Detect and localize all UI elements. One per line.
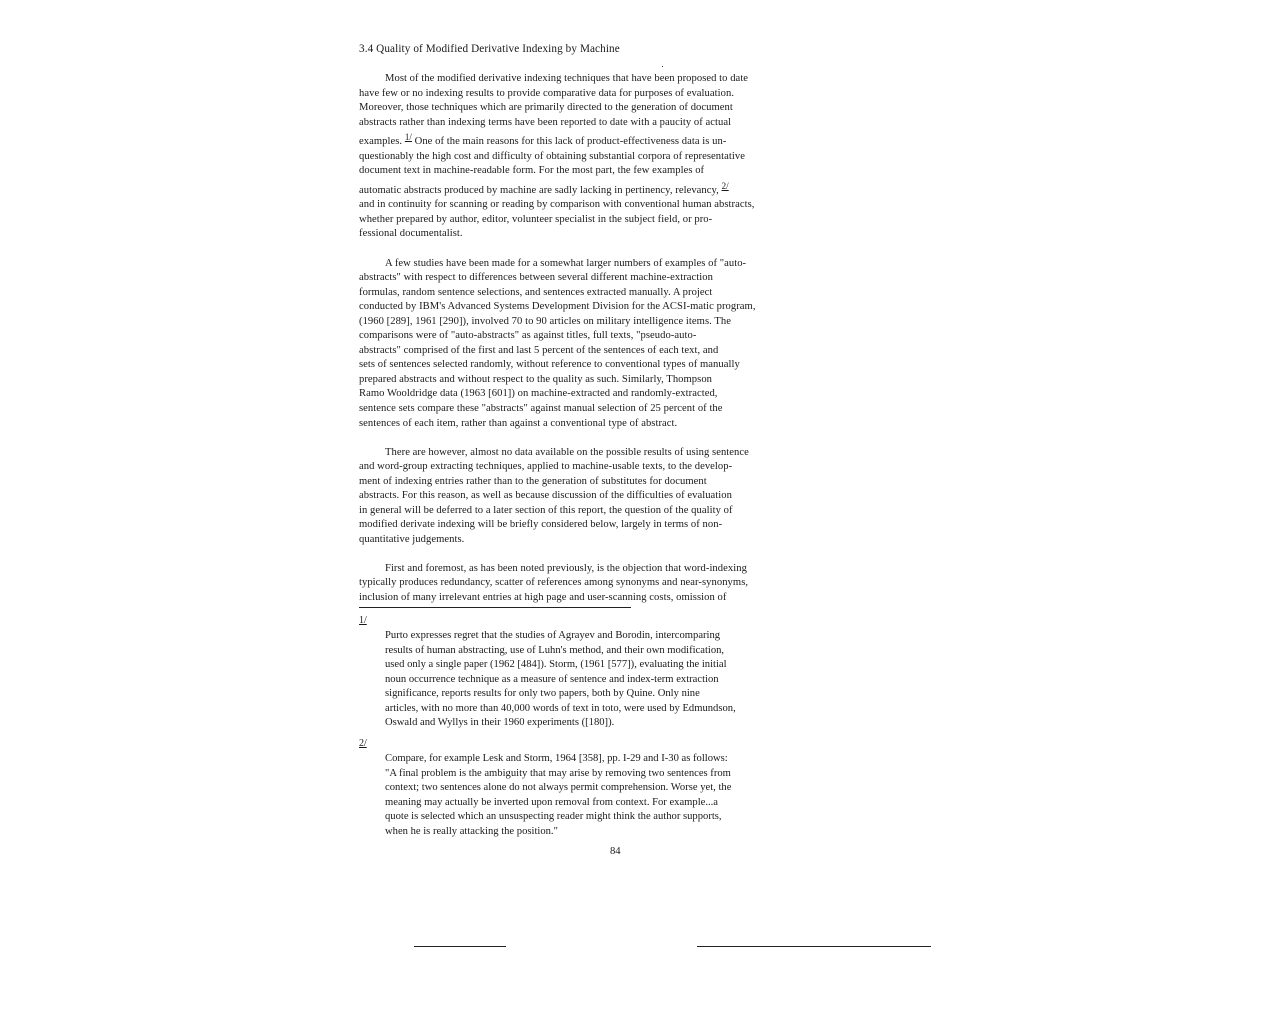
paragraph-line: and word-group extracting techniques, applied to machine-usable texts, to the develop-: [359, 461, 733, 473]
paragraph-line: Moreover, those techniques which are primarily directed to the generation of document: [359, 102, 733, 114]
footnote-line: Compare, for example Lesk and Storm, 1964 [358], pp. I-29 and I-30 as follows:: [385, 753, 728, 764]
paragraph-line: sets of sentences selected randomly, without reference to conventional types of manually: [359, 359, 740, 371]
footnote-line: noun occurrence technique as a measure of sentence and index-term extraction: [385, 673, 719, 685]
paragraph-line: typically produces redundancy, scatter of references among synonyms and near-synonyms,: [359, 577, 749, 589]
footnote-2-mark: 2/: [359, 738, 367, 749]
paragraph-line: There are however, almost no data available on the possible results of using sentence: [385, 446, 749, 458]
paragraph-line: First and foremost, as has been noted previously, is the objection that word-indexing: [385, 562, 747, 574]
paragraph-line: prepared abstracts and without respect to the quality as such. Similarly, Thompson: [359, 373, 713, 385]
paragraph-line: abstracts" with respect to differences between several different machine-extraction: [359, 272, 713, 284]
paragraph-line: fessional documentalist.: [359, 228, 463, 240]
footnote-line: significance, reports results for only two papers, both by Quine. Only nine: [385, 688, 700, 700]
footnote-line: used only a single paper (1962 [484]). Storm, (1961 [577]), evaluating the initial: [385, 659, 727, 671]
paragraph-line: abstracts" comprised of the first and last 5 percent of the sentences of each text, and: [359, 344, 719, 356]
paragraph-line: have few or no indexing results to provide comparative data for purposes of evaluation.: [359, 87, 735, 99]
paragraph-line: examples. $^{1/}$ One of the main reasons for this lack of product-effectiveness data is un-: [359, 132, 727, 148]
footnote-line: context; two sentences alone do not always permit comprehension. Worse yet, the: [385, 782, 732, 794]
paragraph-line: automatic abstracts produced by machine are sadly lacking in pertinency, relevancy, $^{2/}$: [359, 180, 729, 196]
footnote-line: "A final problem is the ambiguity that may arise by removing two sentences from: [385, 767, 731, 779]
paragraph-line: Ramo Wooldridge data (1963 [601]) on machine-extracted and randomly-extracted,: [359, 388, 718, 400]
bottom-rule-left: [414, 946, 506, 947]
page-number: 84: [610, 846, 621, 857]
paragraph-line: Most of the modified derivative indexing techniques that have been proposed to date: [385, 73, 749, 84]
paragraph-line: sentence sets compare these "abstracts" against manual selection of 25 percent of the: [359, 402, 723, 414]
paragraph-line: abstracts rather than indexing terms have been reported to date with a paucity of actual: [359, 116, 732, 128]
paragraph-line: whether prepared by author, editor, volunteer specialist in the subject field, or pro-: [359, 213, 713, 225]
footnote-separator: [359, 607, 631, 608]
footnote-reference[interactable]: 2/: [721, 180, 729, 191]
body-text: [359, 72, 879, 606]
paragraph-line: sentences of each item, rather than against a conventional type of abstract.: [359, 417, 678, 429]
paragraph-line: modified derivate indexing will be briefly considered below, largely in terms of non-: [359, 519, 723, 531]
paragraph-line: document text in machine-readable form. For the most part, the few examples of: [359, 165, 705, 177]
paragraph-line: questionably the high cost and difficulty of obtaining substantial corpora of representative: [359, 150, 745, 162]
paragraph-4: [359, 562, 879, 606]
paragraph-line: quantitative judgements.: [359, 533, 465, 545]
footnote-line: articles, with no more than 40,000 words of text in toto, were used by Edmundson,: [385, 702, 736, 714]
document-page: [359, 42, 879, 620]
paragraph-3: [359, 446, 879, 548]
footnote-2-body: [385, 752, 879, 839]
paragraph-line: abstracts. For this reason, as well as because discussion of the difficulties of evaluation: [359, 490, 732, 502]
paragraph-line: conducted by IBM's Advanced Systems Development Division for the ACSI-matic program,: [359, 301, 756, 313]
footnote-2: [359, 738, 879, 839]
paragraph-1: [359, 72, 879, 242]
footnote-line: results of human abstracting, use of Luhn's method, and their own modification,: [385, 644, 725, 656]
footnote-line: quote is selected which an unsuspecting reader might think the author supports,: [385, 811, 722, 823]
footnote-line: Purto expresses regret that the studies of Agrayev and Borodin, intercomparing: [385, 630, 721, 641]
footnote-line: Oswald and Wyllys in their 1960 experiments ([180]).: [385, 717, 615, 729]
paragraph-line: A few studies have been made for a somewhat larger numbers of examples of "auto-: [385, 257, 747, 269]
footnote-line: meaning may actually be inverted upon removal from context. For example...a: [385, 796, 719, 808]
paragraph-line: in general will be deferred to a later section of this report, the question of the quality of: [359, 504, 733, 516]
footnote-1-mark: 1/: [359, 615, 367, 626]
footnote-reference[interactable]: 1/: [404, 132, 412, 143]
section-heading: 3.4 Quality of Modified Derivative Indexing by Machine: [359, 43, 620, 55]
footnote-1: [359, 615, 879, 731]
paragraph-line: comparisons were of "auto-abstracts" as against titles, full texts, "pseudo-auto-: [359, 330, 697, 342]
bottom-rule-right: [697, 946, 931, 947]
footnote-line: when he is really attacking the position.": [385, 825, 558, 837]
paragraph-line: (1960 [289], 1961 [290]), involved 70 to 90 articles on military intelligence items. The: [359, 315, 731, 327]
paragraph-line: formulas, random sentence selections, and sentences extracted manually. A project: [359, 286, 713, 298]
paragraph-line: and in continuity for scanning or reading by comparison with conventional human abstracts,: [359, 199, 755, 211]
scan-artifact-dot: [662, 66, 663, 67]
footnote-1-body: [385, 629, 879, 731]
paragraph-line: ment of indexing entries rather than to the generation of substitutes for document: [359, 475, 707, 487]
paragraph-2: [359, 257, 879, 432]
paragraph-line: inclusion of many irrelevant entries at high page and user-scanning costs, omission of: [359, 592, 727, 603]
